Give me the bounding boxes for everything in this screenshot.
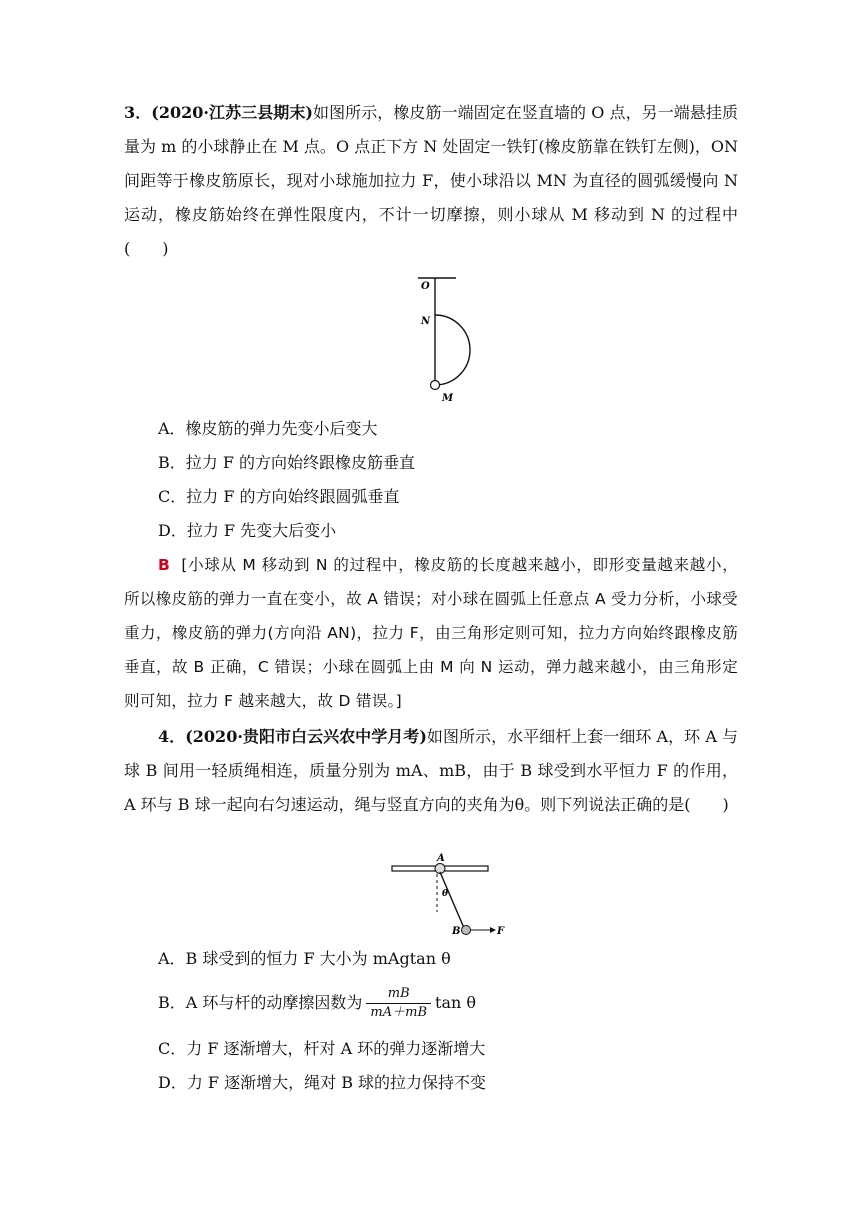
ball-m	[431, 381, 440, 390]
q3-option-d: D．拉力 F 先变大后变小	[158, 521, 337, 540]
label-f: F	[497, 926, 505, 936]
q3-answer	[124, 548, 738, 718]
ball-b	[462, 926, 471, 935]
question-4-text: 如图所示，水平细杆上套一细环 A，环 A 与球 B 间用一轻质绳相连，质量分别为 mA、mB，由于 B 球受到水平恒力 F 的作用，A 环与 B 球一起向右匀速运动，绳与竖直方向的夹角为θ。则下列说法正确的是( )	[124, 727, 738, 814]
q3-answer-explanation: [小球从 M 移动到 N 的过程中，橡皮筋的长度越来越小，即形变量越来越小，所以橡皮筋的弹力一直在变小，故 A 错误；对小球在圆弧上任意点 A 受力分析，小球受重力，橡皮筋的弹力(方向沿 AN)，拉力 F，由三角形定则可知，拉力方向始终跟橡皮筋垂直，故 B 正确，C 错误；小球在圆弧上由 M 向 N 运动，弹力越来越小，由三角形定则可知，拉力 F 越来越大，故 D 错误。]	[124, 556, 738, 710]
q3-option-c: C．拉力 F 的方向始终跟圆弧垂直	[158, 487, 400, 506]
label-m: M	[442, 393, 454, 404]
q4-option-b-prefix: B．A 环与杆的动摩擦因数为	[158, 993, 363, 1012]
label-theta: θ	[442, 889, 449, 899]
question-4-stem	[124, 720, 738, 822]
q4-option-a: A．B 球受到的恒力 F 大小为 mAgtan θ	[158, 949, 451, 968]
question-3-stem	[124, 96, 738, 266]
fraction-denominator: mA＋mB	[370, 1005, 428, 1020]
semicircle-arc	[435, 315, 470, 385]
question-4-source: (2020·贵阳市白云兴农中学月考)	[185, 727, 427, 746]
q4-option-d: D．力 F 逐渐增大，绳对 B 球的拉力保持不变	[158, 1073, 487, 1092]
question-3-source: (2020·江苏三县期末)	[151, 103, 313, 122]
question-3-figure	[410, 274, 480, 406]
question-4-number: 4．	[158, 727, 186, 746]
q3-option-b: B．拉力 F 的方向始终跟橡皮筋垂直	[158, 453, 416, 472]
q4-option-b-suffix: tan θ	[435, 993, 477, 1012]
label-a: A	[437, 853, 445, 864]
label-n: N	[421, 316, 431, 327]
q3-option-a: A．橡皮筋的弹力先变小后变大	[158, 419, 378, 438]
q3-answer-letter: B	[158, 556, 171, 574]
fraction-numerator: mB	[366, 985, 431, 1004]
label-b: B	[452, 926, 461, 936]
label-o: O	[421, 281, 430, 292]
string	[440, 872, 464, 928]
question-3-text: 如图所示，橡皮筋一端固定在竖直墙的 O 点，另一端悬挂质量为 m 的小球静止在 M 点。O 点正下方 N 处固定一铁钉(橡皮筋靠在铁钉左侧)，ON 间距等于橡皮筋原长，现对小球施加拉力 F，使小球沿以 MN 为直径的圆弧缓慢向 N 运动，橡皮筋始终在弹性限度内，不计一切摩擦，则小球从 M 移动到 N 的过程中( )	[124, 103, 738, 258]
q4-option-b	[158, 983, 476, 1023]
friction-fraction	[366, 985, 431, 1022]
question-4-figure	[390, 850, 510, 936]
question-3-number: 3．	[124, 103, 152, 122]
q4-option-c: C．力 F 逐渐增大，杆对 A 环的弹力逐渐增大	[158, 1039, 486, 1058]
force-arrowhead	[490, 927, 496, 933]
